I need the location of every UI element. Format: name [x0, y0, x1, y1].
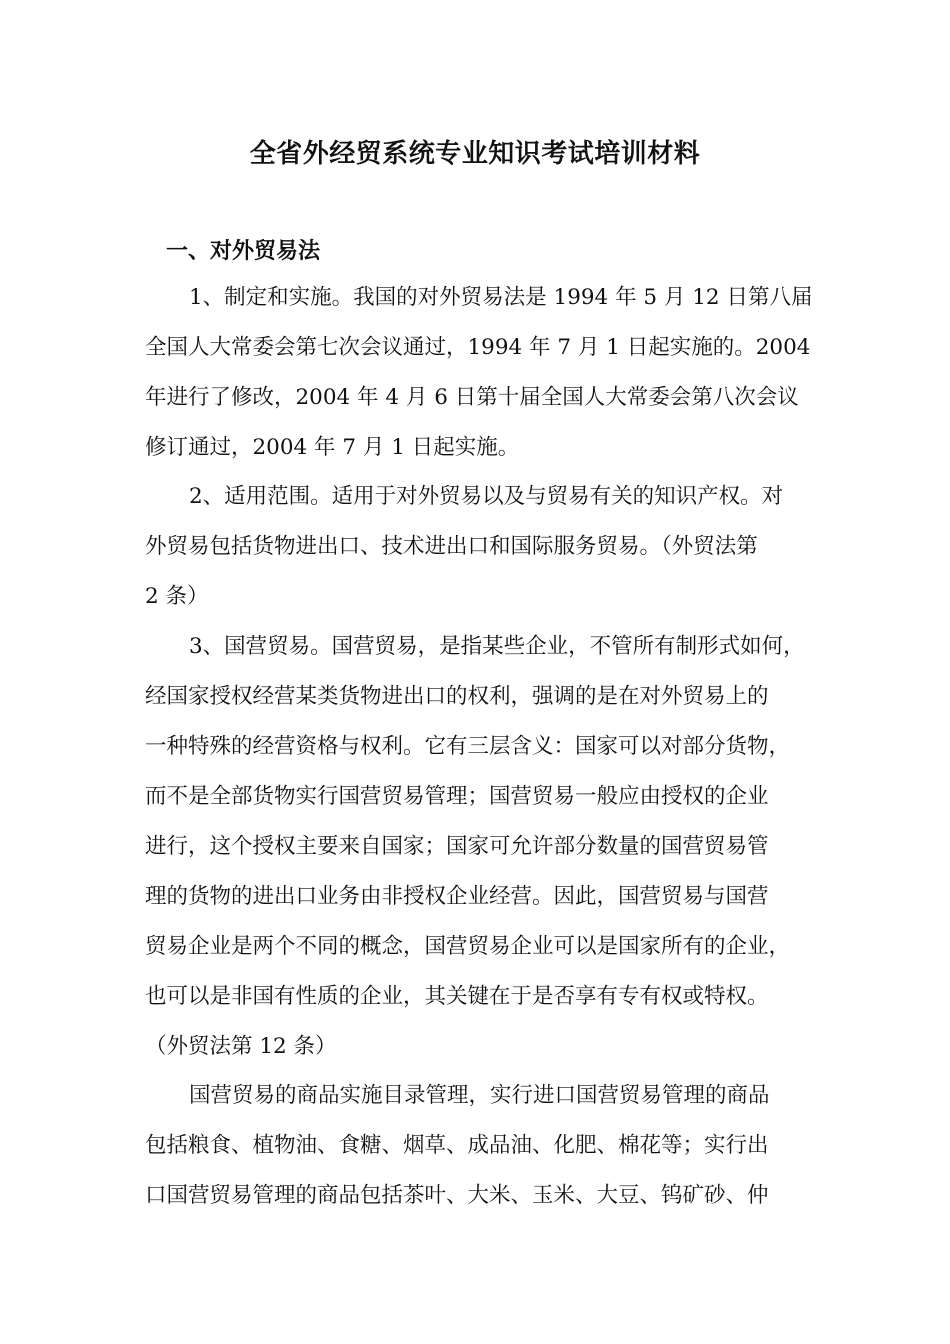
paragraph-line: 1、制定和实施。我国的对外贸易法是 1994 年 5 月 12 日第八届 — [189, 285, 813, 310]
paragraph-line: 修订通过，2004 年 7 月 1 日起实施。 — [145, 435, 520, 460]
paragraph-line: 也可以是非国有性质的企业，其关键在于是否享有专有权或特权。 — [145, 984, 769, 1009]
paragraph-line: 口国营贸易管理的商品包括茶叶、大米、玉米、大豆、钨矿砂、仲 — [145, 1183, 769, 1208]
paragraph-line: 进行，这个授权主要来自国家；国家可允许部分数量的国营贸易管 — [145, 834, 769, 859]
paragraph-line: 理的货物的进出口业务由非授权企业经营。因此，国营贸易与国营 — [145, 884, 769, 909]
paragraph-line: （外贸法第 12 条） — [145, 1034, 337, 1059]
document-title: 全省外经贸系统专业知识考试培训材料 — [249, 139, 701, 169]
paragraph-line: 2、适用范围。适用于对外贸易以及与贸易有关的知识产权。对 — [189, 484, 784, 509]
paragraph-line: 3、国营贸易。国营贸易，是指某些企业，不管所有制形式如何， — [189, 634, 805, 659]
paragraph-line: 贸易企业是两个不同的概念，国营贸易企业可以是国家所有的企业， — [145, 934, 791, 959]
paragraph-line: 国营贸易的商品实施目录管理，实行进口国营贸易管理的商品 — [189, 1083, 770, 1108]
section-heading: 一、对外贸易法 — [166, 238, 321, 264]
paragraph-line: 外贸易包括货物进出口、技术进出口和国际服务贸易。（外贸法第 — [145, 534, 758, 559]
paragraph-line: 年进行了修改，2004 年 4 月 6 日第十届全国人大常委会第八次会议 — [145, 385, 799, 410]
paragraph-line: 而不是全部货物实行国营贸易管理；国营贸易一般应由授权的企业 — [145, 784, 769, 809]
paragraph-line: 包括粮食、植物油、食糖、烟草、成品油、化肥、棉花等；实行出 — [145, 1133, 769, 1158]
paragraph-line: 全国人大常委会第七次会议通过，1994 年 7 月 1 日起实施的。2004 — [145, 335, 811, 360]
paragraph-line: 2 条） — [145, 584, 209, 609]
paragraph-line: 一种特殊的经营资格与权利。它有三层含义：国家可以对部分货物， — [145, 734, 791, 759]
paragraph-line: 经国家授权经营某类货物进出口的权利，强调的是在对外贸易上的 — [145, 684, 769, 709]
